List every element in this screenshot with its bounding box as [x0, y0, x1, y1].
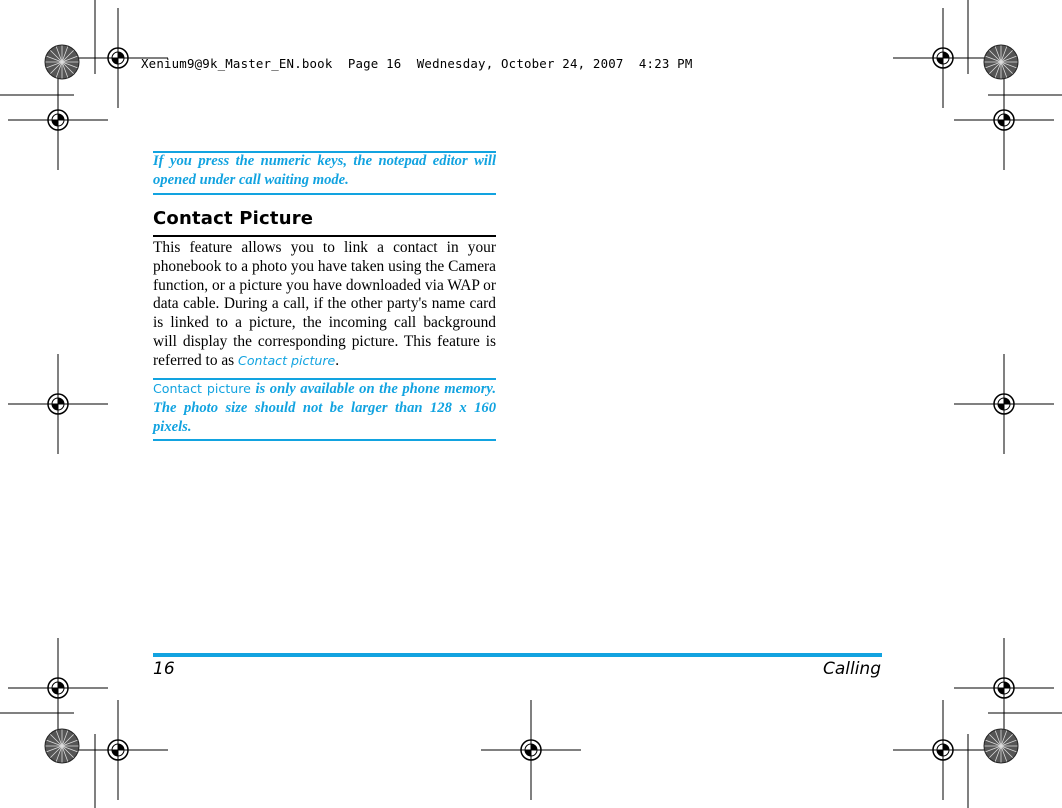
footer-rule: [153, 653, 882, 657]
body-paragraph: [153, 239, 496, 371]
callwaiting-note-text: If you press the numeric keys, the notepad editor will opened under call waiting mode.: [153, 153, 496, 188]
section-heading: Contact Picture: [153, 208, 314, 229]
memory-note-text: is only available on the phone memory. The photo size should not be larger than 128 x 160 pixels.: [153, 381, 496, 435]
callwaiting-note: [153, 152, 496, 190]
memory-note-term: Contact picture: [153, 381, 251, 396]
note2-bottom-rule: [153, 439, 496, 441]
print-slug: Xenium9@9k_Master_EN.book Page 16 Wednesday, October 24, 2007 4:23 PM: [141, 56, 693, 71]
body-text-end: .: [335, 351, 340, 369]
body-text: This feature allows you to link a contact in your phonebook to a photo you have taken using the Camera function, or a picture you have downloaded via WAP or data cable. During a call, if the other party's name card is linked to a picture, the incoming call background will display the corresponding picture. This feature is referred to as: [153, 239, 496, 369]
page-number: 16: [153, 659, 175, 679]
note-bottom-rule: [153, 193, 496, 195]
memory-note: [153, 379, 496, 437]
contact-picture-term: Contact picture: [238, 352, 336, 368]
heading-rule: [153, 235, 496, 237]
footer-section-title: Calling: [822, 659, 881, 679]
